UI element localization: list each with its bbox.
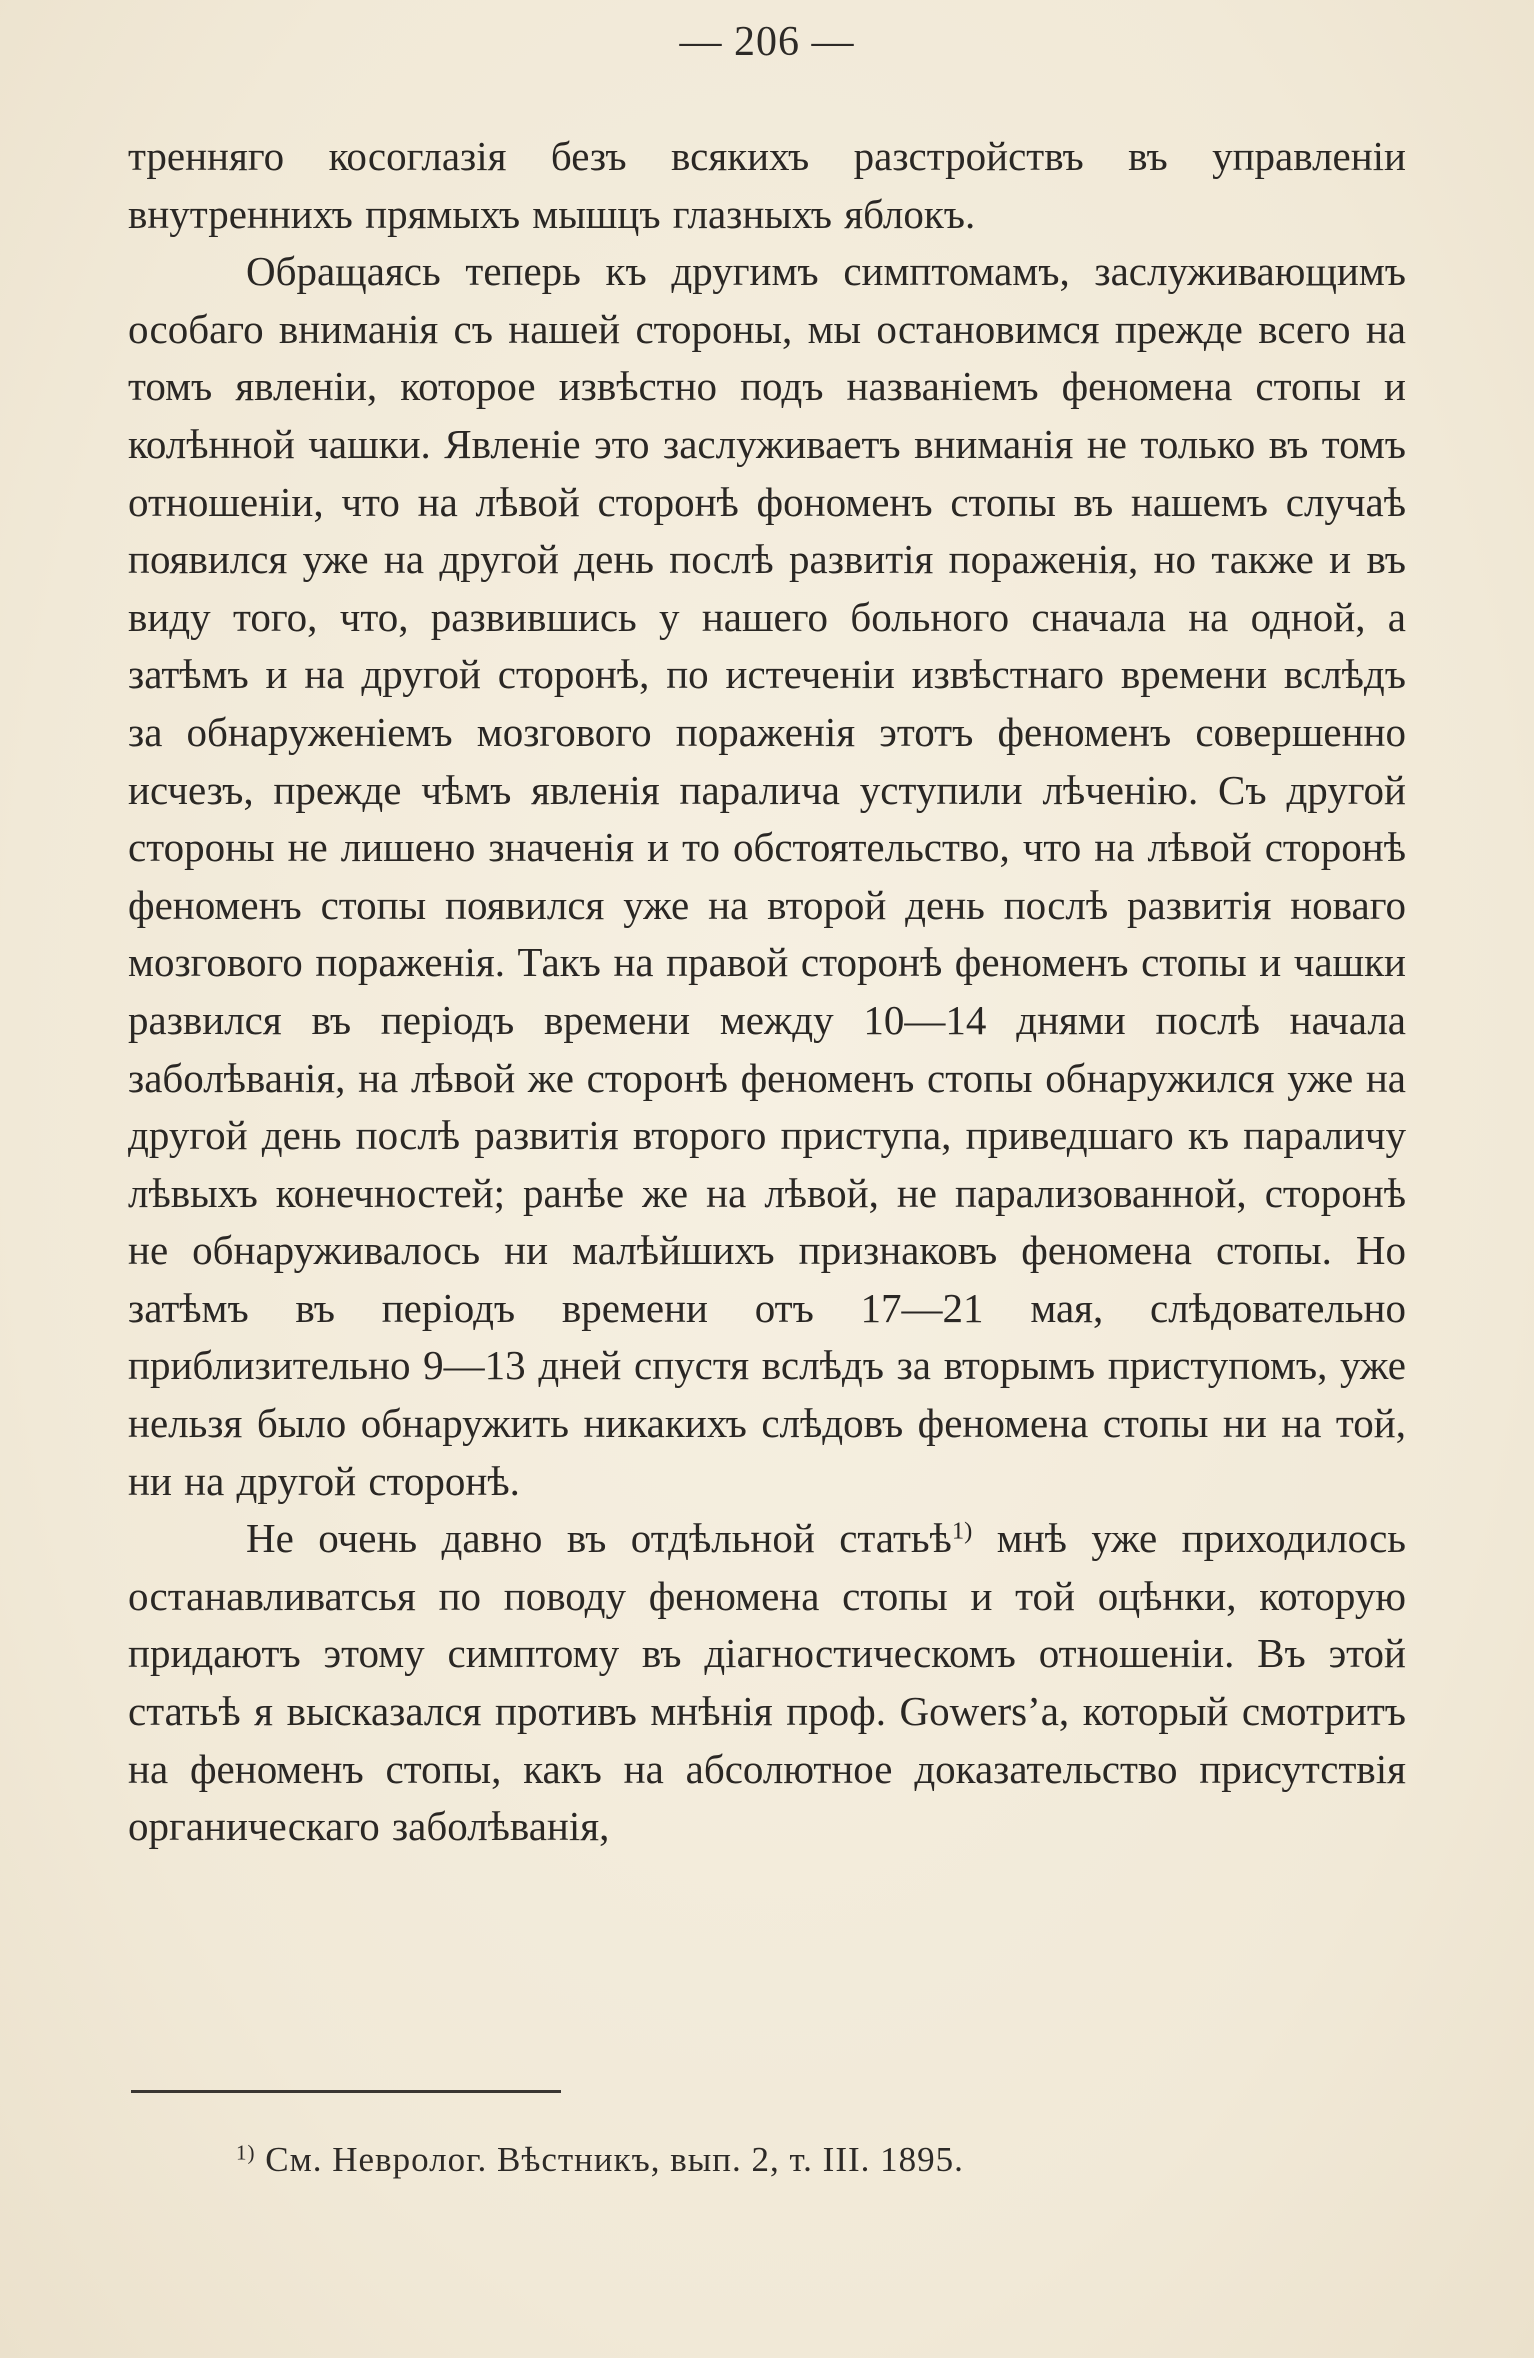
paragraph-foot-phenomenon: Обращаясь теперь къ другимъ симптомамъ, заслуживающимъ особаго вниманія съ нашей стороны, мы остановимся прежде всего на томъ явленіи, которое извѣстно подъ названіемъ феномена стопы и колѣнной чашки. Явленіе это заслуживаетъ вниманія не только въ томъ отношеніи, что на лѣвой сторонѣ фономенъ стопы въ нашемъ случаѣ появился уже на другой день послѣ развитія пораженія, но также и въ виду того, что, развившись у нашего больного сначала на одной, а затѣмъ и на другой сторонѣ, по истеченіи извѣстнаго времени вслѣдъ за обнаруженіемъ мозгового пораженія этотъ феноменъ совершенно исчезъ, прежде чѣмъ явленія паралича уступили лѣченію. Съ другой стороны не лишено значенія и то обстоятельство, что на лѣвой сторонѣ феноменъ стопы появился уже на второй день послѣ развитія новаго мозгового пораженія. Такъ на правой сторонѣ феноменъ стопы и чашки развился въ періодъ времени между 10—14 днями послѣ начала заболѣванія, на лѣвой же сторонѣ феноменъ стопы обнаружился уже на другой день послѣ развитія второго приступа, приведшаго къ параличу лѣвыхъ конечностей; ранѣе же на лѣвой, не парализованной, сторонѣ не обнаруживалось ни малѣйшихъ признаковъ феномена стопы. Но затѣмъ въ періодъ времени отъ 17—21 мая, слѣдовательно приблизительно 9—13 дней спустя вслѣдъ за вторымъ приступомъ, уже нельзя было обнаружить никакихъ слѣдовъ феномена стопы ни на той, ни на другой сторонѣ. <box>128 248 1406 1504</box>
footnote-reference: 1) <box>951 1517 973 1545</box>
footnote-divider <box>131 2090 561 2093</box>
footnote-text: См. Невролог. Вѣстникъ, вып. 2, т. III. 1895. <box>255 2140 964 2179</box>
paragraph-gowers <box>128 1510 1406 1856</box>
footnote-mark: 1) <box>236 2140 256 2165</box>
paragraph-text-after-ref: мнѣ уже приходилось останавливатсья по поводу феномена стопы и той оцѣнки, которую придаютъ этому симптому въ діагностическомъ отношеніи. Въ этой статьѣ я высказался противъ мнѣнія проф. Gowers’а, который смотритъ на феноменъ стопы, какъ на абсолютное доказательство присутствія органическаго заболѣванія, <box>128 1515 1406 1850</box>
paragraph-continuation: тренняго косоглазія безъ всякихъ разстройствъ въ управленіи внутреннихъ прямыхъ мышцъ глазныхъ яблокъ. <box>128 133 1406 237</box>
footnote <box>236 2140 964 2180</box>
main-text <box>128 128 1406 1856</box>
paragraph-text-before-ref: Не очень давно въ отдѣльной статьѣ <box>246 1515 952 1562</box>
page-number: — 206 — <box>679 19 855 65</box>
